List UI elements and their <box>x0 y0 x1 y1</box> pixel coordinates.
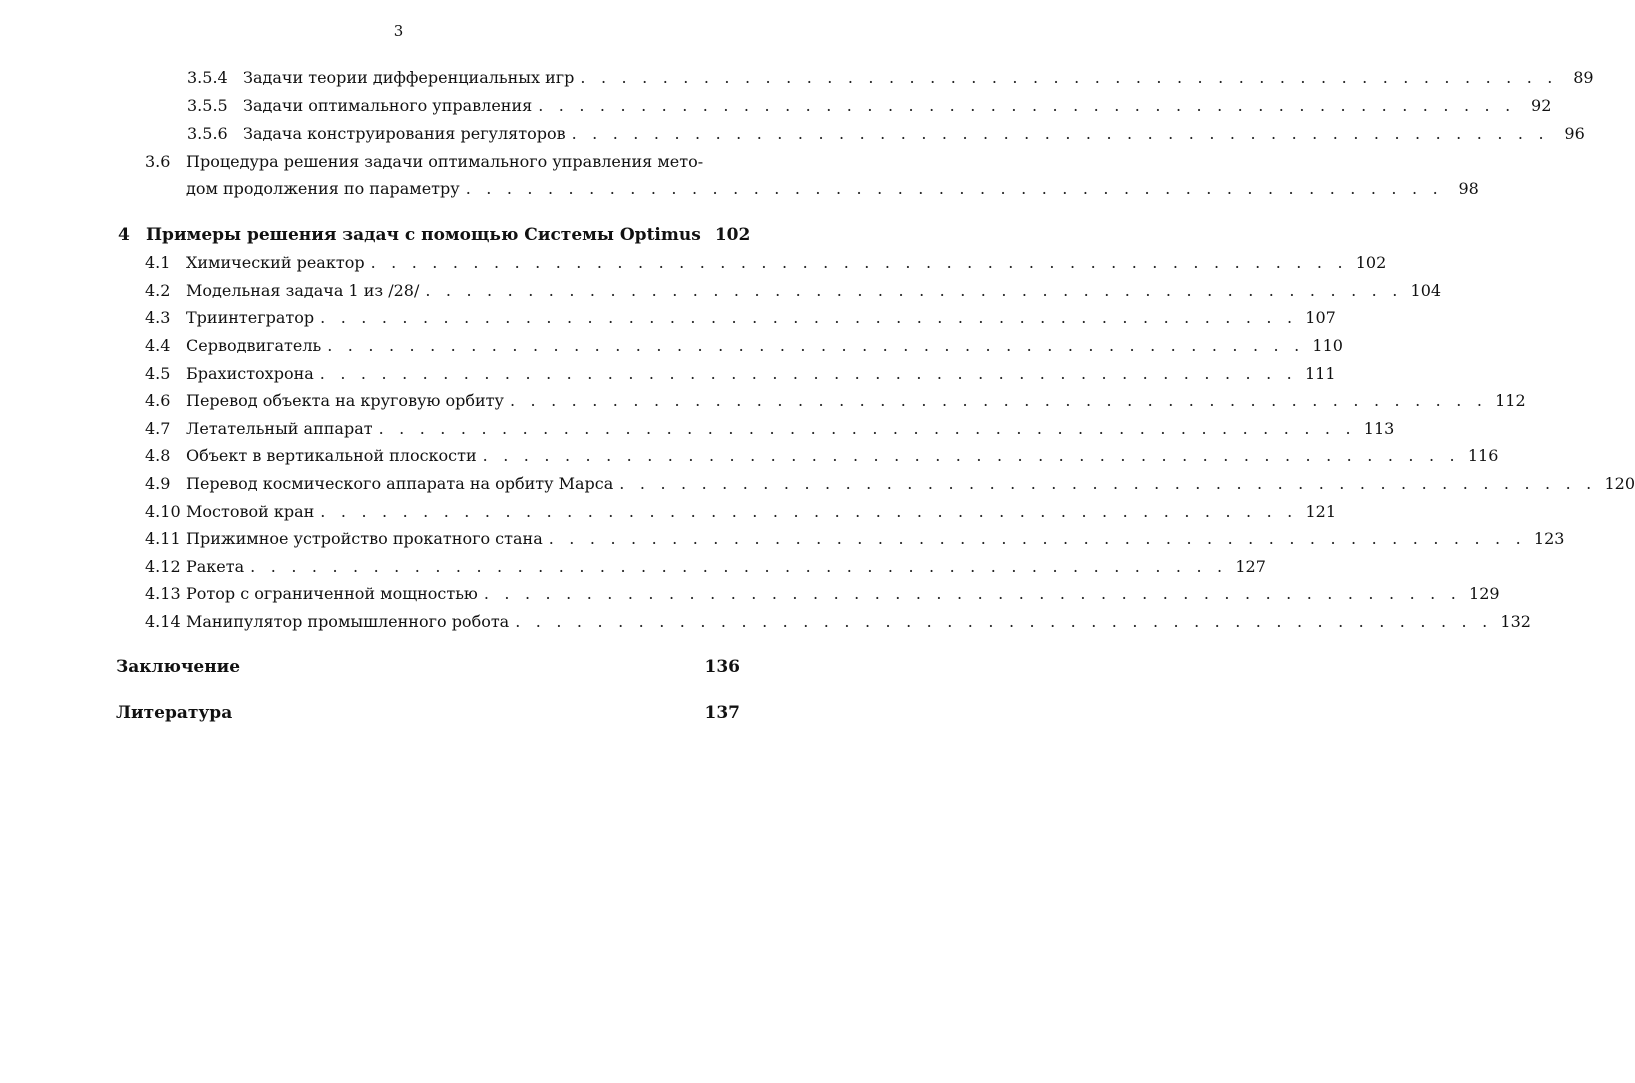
leader-dots: . . . . . . . . . . . . . . . . . . . . . . . . . . . . . . . . . . . . . . . . . . . . . . . . <box>465 179 1443 198</box>
toc-entry-title: Химический реактор <box>186 253 365 272</box>
toc-entry-number: 3.5.6 <box>187 124 228 143</box>
toc-entry-4-2[interactable] <box>145 279 1442 303</box>
toc-entry-page: 121 <box>1305 502 1337 521</box>
leader-dots: . . . . . . . . . . . . . . . . . . . . . . . . . . . . . . . . . . . . . . . . . . . . . . . . <box>320 502 1298 521</box>
toc-conclusion-page: 136 <box>704 657 740 677</box>
toc-entry-title: Задачи оптимального управления <box>243 96 533 115</box>
toc-entry-4-1[interactable] <box>145 251 1387 275</box>
toc-entry-number: 3.5.4 <box>187 68 228 87</box>
toc-entry-4-5[interactable] <box>145 362 1336 386</box>
leader-dots: . . . . . . . . . . . . . . . . . . . . . . . . . . . . . . . . . . . . . . . . . . . . . . . . <box>538 96 1516 115</box>
toc-entry-3-5-4[interactable] <box>187 66 1594 90</box>
toc-entry-page: 132 <box>1500 612 1531 631</box>
leader-dots: . . . . . . . . . . . . . . . . . . . . . . . . . . . . . . . . . . . . . . . . . . . . . . . . <box>327 336 1305 355</box>
toc-chapter-4[interactable] <box>118 223 751 247</box>
toc-entry-page: 96 <box>1564 124 1585 143</box>
leader-dots: . . . . . . . . . . . . . . . . . . . . . . . . . . . . . . . . . . . . . . . . . . . . . . . . <box>619 474 1597 493</box>
toc-entry-number: 3.5.5 <box>187 96 228 115</box>
toc-entry-number: 4.3 <box>145 308 171 327</box>
toc-entry-4-10[interactable] <box>145 500 1337 524</box>
toc-entry-number: 4.4 <box>145 336 171 355</box>
leader-dots: . . . . . . . . . . . . . . . . . . . . . . . . . . . . . . . . . . . . . . . . . . . . . . . . <box>320 308 1298 327</box>
toc-literature[interactable] <box>116 701 740 725</box>
toc-entry-title: Модельная задача 1 из /28/ <box>186 281 420 300</box>
toc-entry-page: 98 <box>1458 179 1479 198</box>
toc-entry-page: 123 <box>1533 529 1565 548</box>
toc-entry-page: 116 <box>1467 446 1499 465</box>
toc-entry-number: 4.6 <box>145 391 171 410</box>
toc-entry-3-6-line1[interactable] <box>145 150 740 174</box>
toc-entry-page: 112 <box>1495 391 1526 410</box>
toc-entry-4-9[interactable] <box>145 472 1635 496</box>
leader-dots: . . . . . . . . . . . . . . . . . . . . . . . . . . . . . . . . . . . . . . . . . . . . . . . . <box>250 557 1228 576</box>
toc-entry-number: 3.6 <box>145 152 171 171</box>
toc-entry-number: 4.5 <box>145 364 171 383</box>
toc-entry-page: 92 <box>1531 96 1552 115</box>
toc-entry-number: 4.2 <box>145 281 171 300</box>
leader-dots: . . . . . . . . . . . . . . . . . . . . . . . . . . . . . . . . . . . . . . . . . . . . . . . . <box>378 419 1356 438</box>
toc-entry-title: Процедура решения задачи оптимального управления мето- <box>186 152 704 171</box>
toc-literature-page: 137 <box>704 703 740 723</box>
toc-entry-page: 104 <box>1410 281 1442 300</box>
leader-dots: . . . . . . . . . . . . . . . . . . . . . . . . . . . . . . . . . . . . . . . . . . . . . . . . <box>509 391 1488 410</box>
toc-entry-number: 4.10 <box>145 502 181 521</box>
page-number: 3 <box>393 22 404 40</box>
toc-entry-number: 4.7 <box>145 419 171 438</box>
toc-entry-title: Задачи теории дифференциальных игр <box>243 68 575 87</box>
toc-entry-page: 107 <box>1305 308 1336 327</box>
toc-entry-number: 4.14 <box>145 612 181 631</box>
toc-entry-number: 4.13 <box>145 584 181 603</box>
leader-dots: . . . . . . . . . . . . . . . . . . . . . . . . . . . . . . . . . . . . . . . . . . . . . . . . <box>483 584 1462 603</box>
toc-entry-title: Перевод космического аппарата на орбиту Марса <box>186 474 614 493</box>
toc-entry-page: 120 <box>1604 474 1635 493</box>
toc-entry-4-3[interactable] <box>145 306 1336 330</box>
toc-entry-title: Объект в вертикальной плоскости <box>186 446 477 465</box>
toc-entry-page: 102 <box>1355 253 1387 272</box>
toc-entry-page: 113 <box>1363 419 1395 438</box>
toc-chapter-number: 4 <box>118 225 130 245</box>
toc-entry-4-12[interactable] <box>145 555 1266 579</box>
toc-entry-title: Мостовой кран <box>186 502 315 521</box>
leader-dots: . . . . . . . . . . . . . . . . . . . . . . . . . . . . . . . . . . . . . . . . . . . . . . . . <box>425 281 1403 300</box>
toc-entry-4-7[interactable] <box>145 417 1395 441</box>
toc-entry-title: Прижимное устройство прокатного стана <box>186 529 543 548</box>
toc-entry-number: 4.11 <box>145 529 181 548</box>
toc-entry-4-8[interactable] <box>145 444 1499 468</box>
toc-entry-3-6-line2[interactable] <box>145 177 1479 201</box>
toc-entry-4-11[interactable] <box>145 527 1565 551</box>
toc-entry-number: 4.12 <box>145 557 181 576</box>
leader-dots: . . . . . . . . . . . . . . . . . . . . . . . . . . . . . . . . . . . . . . . . . . . . . . . . <box>515 612 1493 631</box>
toc-conclusion[interactable] <box>116 655 740 679</box>
toc-entry-title: Перевод объекта на круговую орбиту <box>186 391 504 410</box>
toc-entry-3-5-5[interactable] <box>187 94 1552 118</box>
toc-chapter-page: 102 <box>714 225 751 245</box>
toc-entry-title: Ракета <box>186 557 245 576</box>
toc-entry-4-14[interactable] <box>145 610 1531 634</box>
toc-entry-title: Триинтегратор <box>186 308 315 327</box>
toc-entry-title: Брахистохрона <box>186 364 314 383</box>
leader-dots: . . . . . . . . . . . . . . . . . . . . . . . . . . . . . . . . . . . . . . . . . . . . . . . . <box>548 529 1526 548</box>
toc-entry-title: Задача конструирования регуляторов <box>243 124 566 143</box>
toc-entry-4-4[interactable] <box>145 334 1343 358</box>
toc-entry-page: 111 <box>1304 364 1336 383</box>
toc-conclusion-title: Заключение <box>116 657 241 677</box>
toc-entry-title: Летательный аппарат <box>186 419 373 438</box>
toc-entry-page: 110 <box>1312 336 1343 355</box>
toc-entry-number: 4.8 <box>145 446 171 465</box>
leader-dots: . . . . . . . . . . . . . . . . . . . . . . . . . . . . . . . . . . . . . . . . . . . . . . . . <box>571 124 1549 143</box>
toc-entry-title: Манипулятор промышленного робота <box>186 612 510 631</box>
leader-dots: . . . . . . . . . . . . . . . . . . . . . . . . . . . . . . . . . . . . . . . . . . . . . . . . <box>319 364 1297 383</box>
toc-entry-number: 4.9 <box>145 474 171 493</box>
leader-dots: . . . . . . . . . . . . . . . . . . . . . . . . . . . . . . . . . . . . . . . . . . . . . . . . <box>370 253 1348 272</box>
toc-entry-page: 127 <box>1235 557 1266 576</box>
toc-entry-page: 129 <box>1469 584 1500 603</box>
toc-entry-number: 4.1 <box>145 253 171 272</box>
toc-entry-page: 89 <box>1573 68 1594 87</box>
toc-entry-4-6[interactable] <box>145 389 1526 413</box>
toc-literature-title: Литература <box>116 703 233 723</box>
toc-entry-3-5-6[interactable] <box>187 122 1585 146</box>
leader-dots: . . . . . . . . . . . . . . . . . . . . . . . . . . . . . . . . . . . . . . . . . . . . . . . . <box>482 446 1460 465</box>
toc-entry-4-13[interactable] <box>145 582 1500 606</box>
toc-entry-title: Серводвигатель <box>186 336 322 355</box>
leader-dots: . . . . . . . . . . . . . . . . . . . . . . . . . . . . . . . . . . . . . . . . . . . . . . . . <box>580 68 1558 87</box>
toc-chapter-title: Примеры решения задач с помощью Системы Optimus <box>146 225 701 245</box>
toc-entry-title-cont: дом продолжения по параметру <box>186 179 460 198</box>
toc-entry-title: Ротор с ограниченной мощностью <box>186 584 478 603</box>
